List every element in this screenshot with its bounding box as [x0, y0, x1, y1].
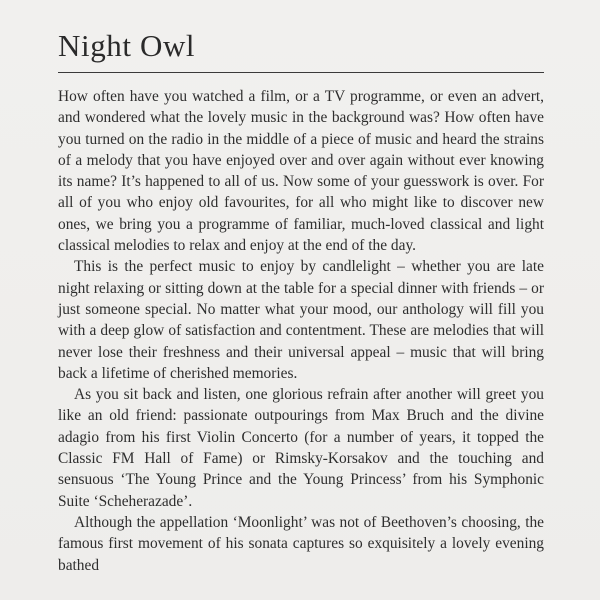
page-title: Night Owl [58, 28, 196, 63]
body-text [58, 86, 544, 576]
paragraph-bruch-rimsky: As you sit back and listen, one glorious refrain after another will greet you like an old friend: passionate outpourings from Max Bruch and the divine adagio from his first Violin Concerto (for a number of years, it topped the Classic FM Hall of Fame) or Rimsky-Korsakov and the touching and sensuous ‘The Young Prince and the Young Princess’ from his Symphonic Suite ‘Scheherazade’. [58, 386, 544, 510]
paragraph-intro: How often have you watched a film, or a TV programme, or even an advert, and wondered what the lovely music in the background was? How often have you turned on the radio in the middle of a piece of music and heard the strains of a melody that you have enjoyed over and over again without ever knowing its name? It’s happened to all of us. Now some of your guesswork is over. For all of you who enjoy old favourites, for all who might like to discover new ones, we bring you a programme of familiar, much-loved classical and light classical melodies to relax and enjoy at the end of the day. [58, 88, 544, 255]
title-divider [58, 72, 544, 73]
paragraph-moonlight: Although the appellation ‘Moonlight’ was not of Beethoven’s choosing, the famous first movement of his sonata captures so exquisitely a lovely evening bathed [58, 513, 544, 574]
paragraph-candlelight: This is the perfect music to enjoy by candlelight – whether you are late night relaxing or sitting down at the table for a special dinner with friends – or just someone special. No matter what your mood, our anthology will fill you with a deep glow of satisfaction and contentment. These are melodies that will never lose their freshness and their universal appeal – music that will bring back a lifetime of cherished memories. [58, 258, 544, 382]
